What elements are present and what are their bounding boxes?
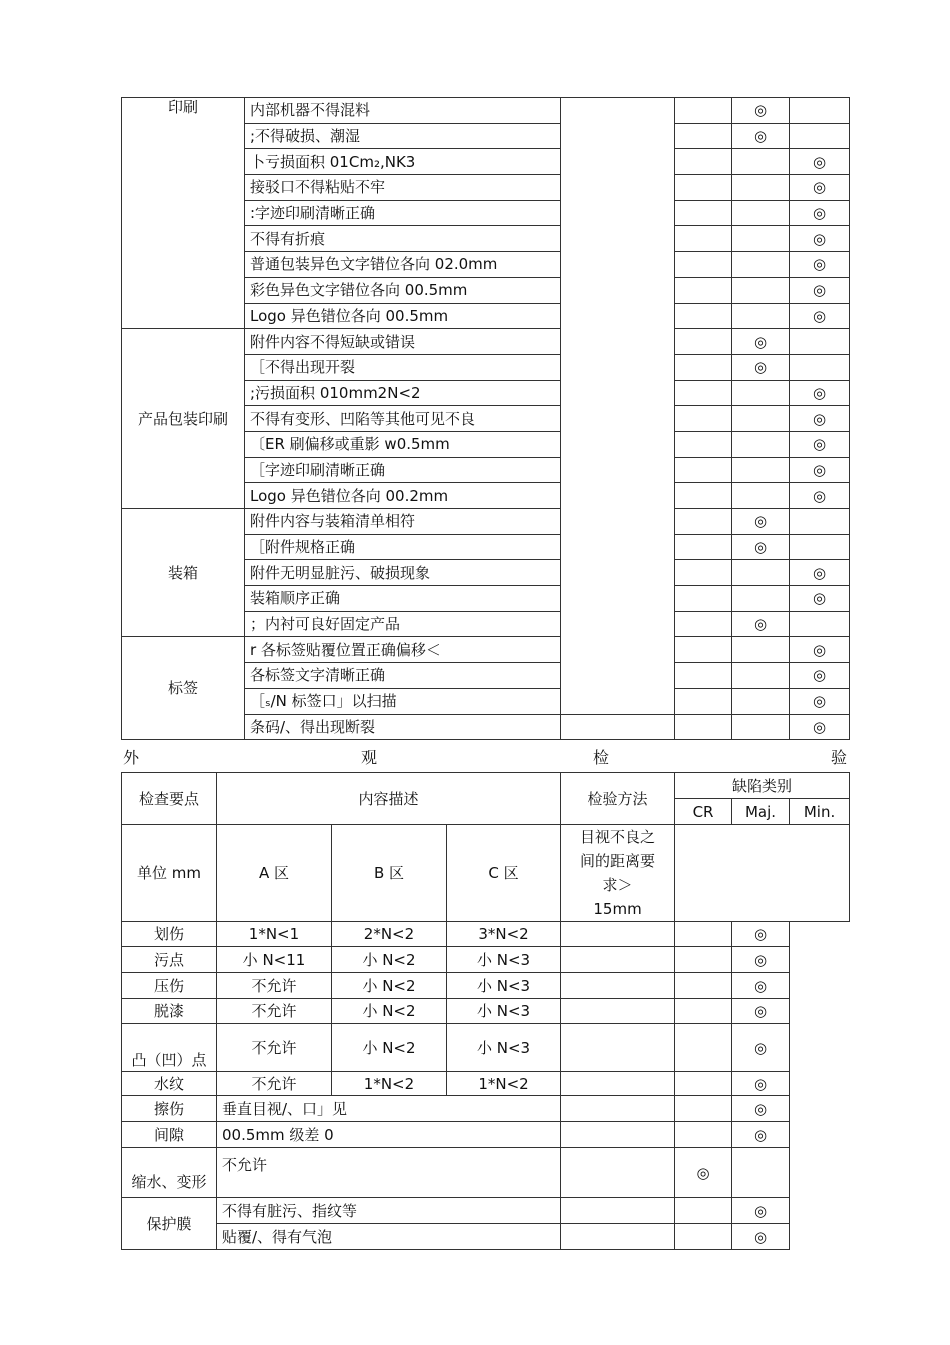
section-name: 产品包装印刷 <box>122 329 245 509</box>
zone-a-value: 不允许 <box>217 1072 332 1096</box>
item-description: ;不得破损、潮湿 <box>245 123 561 149</box>
table-row <box>122 1148 850 1198</box>
zone-b-value: 1*N<2 <box>332 1072 447 1096</box>
item-description: 附件内容与装箱清单相符 <box>245 509 561 535</box>
item-description: 各标签文字清晰正确 <box>245 663 561 689</box>
cr-cell <box>675 586 732 612</box>
min-cell: ◎ <box>790 637 850 663</box>
title-char: 外 <box>123 748 140 767</box>
min-cell <box>732 1148 790 1198</box>
table-row <box>122 509 850 535</box>
cr-cell <box>675 380 732 406</box>
zone-c-value: 小 N<3 <box>447 973 561 999</box>
cr-cell <box>675 637 732 663</box>
item-description: 普通包装异色文字错位各向 02.0mm <box>245 252 561 278</box>
header-check-point: 检查要点 <box>122 773 217 825</box>
min-cell <box>790 354 850 380</box>
cr-cell <box>561 1122 675 1148</box>
title-char: 观 <box>361 748 378 767</box>
zone-b-header: B 区 <box>332 825 447 922</box>
check-point: 擦伤 <box>122 1096 217 1122</box>
min-cell: ◎ <box>790 226 850 252</box>
maj-cell <box>732 252 790 278</box>
maj-cell: ◎ <box>732 329 790 355</box>
maj-cell <box>732 431 790 457</box>
maj-cell <box>732 637 790 663</box>
min-cell: ◎ <box>732 1198 790 1224</box>
table-row <box>122 1096 850 1122</box>
cr-cell <box>675 406 732 432</box>
min-cell: ◎ <box>790 457 850 483</box>
header-method: 检验方法 <box>561 773 675 825</box>
cr-cell <box>675 560 732 586</box>
maj-cell <box>675 922 732 947</box>
cr-cell <box>675 98 732 124</box>
item-description: ；内衬可良好固定产品 <box>245 611 561 637</box>
min-cell: ◎ <box>790 663 850 689</box>
min-cell <box>790 329 850 355</box>
maj-cell <box>732 663 790 689</box>
item-description: 附件无明显脏污、破损现象 <box>245 560 561 586</box>
min-cell: ◎ <box>790 200 850 226</box>
maj-cell <box>675 999 732 1024</box>
item-description: 不得有变形、凹陷等其他可见不良 <box>245 406 561 432</box>
zone-a-value: 不允许 <box>217 973 332 999</box>
zone-c-header: C 区 <box>447 825 561 922</box>
cr-cell <box>675 149 732 175</box>
zone-a-value: 1*N<1 <box>217 922 332 947</box>
table-row <box>122 947 850 973</box>
zone-b-value: 小 N<2 <box>332 973 447 999</box>
zone-b-value: 小 N<2 <box>332 947 447 973</box>
item-description: 〔ER 刷偏移或重影 w0.5mm <box>245 431 561 457</box>
min-cell: ◎ <box>790 303 850 329</box>
maj-cell <box>675 947 732 973</box>
zone-c-value: 小 N<3 <box>447 999 561 1024</box>
check-point: 污点 <box>122 947 217 973</box>
min-cell: ◎ <box>790 175 850 201</box>
min-cell: ◎ <box>790 380 850 406</box>
maj-cell: ◎ <box>732 509 790 535</box>
maj-cell <box>675 1224 732 1250</box>
cr-cell <box>675 509 732 535</box>
cr-cell <box>675 226 732 252</box>
min-cell <box>790 611 850 637</box>
maj-cell <box>675 973 732 999</box>
header-cr: CR <box>675 799 732 825</box>
maj-cell <box>732 457 790 483</box>
item-description: 内部机器不得混料 <box>245 98 561 124</box>
min-cell <box>790 534 850 560</box>
item-description: ［ₛ/N 标签口」以扫描 <box>245 688 561 714</box>
min-cell: ◎ <box>790 688 850 714</box>
cr-cell <box>561 947 675 973</box>
packaging-inspection-table <box>121 97 850 740</box>
header-min: Min. <box>790 799 850 825</box>
method-cell <box>561 714 675 740</box>
cr-cell <box>675 663 732 689</box>
inspection-method <box>561 825 675 922</box>
zone-a-value: 不允许 <box>217 999 332 1024</box>
min-cell: ◎ <box>790 277 850 303</box>
method-line: 目视不良之 <box>580 828 656 846</box>
min-cell: ◎ <box>732 947 790 973</box>
min-cell: ◎ <box>732 999 790 1024</box>
zone-b-value: 小 N<2 <box>332 999 447 1024</box>
header-maj: Maj. <box>732 799 790 825</box>
cr-cell <box>675 200 732 226</box>
item-description: ［附件规格正确 <box>245 534 561 560</box>
cr-cell <box>675 457 732 483</box>
method-line: 间的距离要 <box>580 852 656 870</box>
table-row <box>122 1122 850 1148</box>
maj-cell: ◎ <box>732 123 790 149</box>
check-point: 间隙 <box>122 1122 217 1148</box>
cr-cell <box>561 1096 675 1122</box>
cr-cell <box>675 303 732 329</box>
empty-cell <box>675 825 850 922</box>
zone-unit: 单位 mm <box>122 825 217 922</box>
check-point: 脱漆 <box>122 999 217 1024</box>
cr-cell <box>675 431 732 457</box>
maj-cell <box>732 149 790 175</box>
cr-cell <box>561 1148 675 1198</box>
zone-a-value: 小 N<11 <box>217 947 332 973</box>
table-row <box>122 98 850 124</box>
min-cell: ◎ <box>732 1096 790 1122</box>
item-description: ［字迹印刷清晰正确 <box>245 457 561 483</box>
section-name: 标签 <box>122 637 245 740</box>
min-cell: ◎ <box>790 252 850 278</box>
min-cell: ◎ <box>732 1072 790 1096</box>
maj-cell <box>732 175 790 201</box>
method-line: 求＞ <box>602 876 633 894</box>
cr-cell <box>675 534 732 560</box>
cr-cell <box>561 1198 675 1224</box>
table-row <box>122 637 850 663</box>
cr-cell <box>675 329 732 355</box>
check-point: 缩水、变形 <box>122 1148 217 1198</box>
maj-cell <box>675 1024 732 1072</box>
method-cell <box>561 98 675 715</box>
header-defect-class: 缺陷类别 <box>675 773 850 799</box>
item-description: 卜亏损面积 01Cm₂,NK3 <box>245 149 561 175</box>
maj-cell <box>732 586 790 612</box>
cr-cell <box>675 688 732 714</box>
min-cell: ◎ <box>732 1024 790 1072</box>
table-row <box>122 973 850 999</box>
check-point: 划伤 <box>122 922 217 947</box>
section-name: 印刷 <box>122 98 245 329</box>
appearance-section-title <box>121 745 849 767</box>
maj-cell <box>732 226 790 252</box>
item-description: 条码/、得出现断裂 <box>245 714 561 740</box>
maj-cell <box>675 1122 732 1148</box>
zone-a-header: A 区 <box>217 825 332 922</box>
item-description: Logo 异色错位各向 00.2mm <box>245 483 561 509</box>
maj-cell <box>732 688 790 714</box>
maj-cell <box>675 1096 732 1122</box>
maj-cell <box>675 1072 732 1096</box>
cr-cell <box>675 123 732 149</box>
check-point: 凸（凹）点 <box>122 1024 217 1072</box>
item-description: ;污损面积 010mm2N<2 <box>245 380 561 406</box>
min-cell: ◎ <box>732 1122 790 1148</box>
maj-cell: ◎ <box>732 354 790 380</box>
zone-c-value: 小 N<3 <box>447 1024 561 1072</box>
title-char: 验 <box>831 748 848 767</box>
min-cell: ◎ <box>732 973 790 999</box>
min-cell: ◎ <box>790 149 850 175</box>
min-cell: ◎ <box>790 406 850 432</box>
maj-cell <box>732 277 790 303</box>
content-description: 不允许 <box>217 1148 561 1198</box>
content-description: 垂直目视/、口」见 <box>217 1096 561 1122</box>
maj-cell <box>732 380 790 406</box>
check-point: 保护膜 <box>122 1198 217 1250</box>
cr-cell <box>561 999 675 1024</box>
content-description: 00.5mm 级差 0 <box>217 1122 561 1148</box>
maj-cell: ◎ <box>732 611 790 637</box>
min-cell: ◎ <box>790 714 850 740</box>
maj-cell <box>732 560 790 586</box>
check-point: 水纹 <box>122 1072 217 1096</box>
zone-b-value: 2*N<2 <box>332 922 447 947</box>
table-row <box>122 1198 850 1224</box>
maj-cell <box>732 200 790 226</box>
item-description: ［不得出现开裂 <box>245 354 561 380</box>
cr-cell <box>561 1072 675 1096</box>
zone-c-value: 小 N<3 <box>447 947 561 973</box>
item-description: 装箱顺序正确 <box>245 586 561 612</box>
table-row <box>122 1024 850 1072</box>
maj-cell: ◎ <box>732 534 790 560</box>
maj-cell <box>675 1198 732 1224</box>
cr-cell <box>675 714 732 740</box>
zone-c-value: 1*N<2 <box>447 1072 561 1096</box>
content-description: 贴覆/、得有气泡 <box>217 1224 561 1250</box>
zone-b-value: 小 N<2 <box>332 1024 447 1072</box>
item-description: r 各标签贴覆位置正确偏移＜ <box>245 637 561 663</box>
min-cell: ◎ <box>790 586 850 612</box>
appearance-inspection-table <box>121 772 850 1250</box>
maj-cell <box>732 303 790 329</box>
title-char: 检 <box>593 748 610 767</box>
maj-cell <box>732 714 790 740</box>
table-row <box>122 329 850 355</box>
item-description: 附件内容不得短缺或错误 <box>245 329 561 355</box>
item-description: Logo 异色错位各向 00.5mm <box>245 303 561 329</box>
item-description: 接驳口不得粘贴不牢 <box>245 175 561 201</box>
header-content: 内容描述 <box>217 773 561 825</box>
cr-cell <box>561 922 675 947</box>
min-cell <box>790 98 850 124</box>
method-line: 15mm <box>593 900 642 918</box>
cr-cell <box>561 973 675 999</box>
table-row <box>122 1072 850 1096</box>
maj-cell <box>732 406 790 432</box>
cr-cell <box>561 1024 675 1072</box>
cr-cell <box>675 175 732 201</box>
min-cell: ◎ <box>790 431 850 457</box>
table-row <box>122 922 850 947</box>
table-row <box>122 1224 850 1250</box>
item-description: :字迹印刷清晰正确 <box>245 200 561 226</box>
min-cell: ◎ <box>790 483 850 509</box>
min-cell <box>790 509 850 535</box>
cr-cell <box>561 1224 675 1250</box>
zone-a-value: 不允许 <box>217 1024 332 1072</box>
min-cell: ◎ <box>732 1224 790 1250</box>
check-point: 压伤 <box>122 973 217 999</box>
cr-cell <box>675 611 732 637</box>
item-description: 不得有折痕 <box>245 226 561 252</box>
maj-cell: ◎ <box>675 1148 732 1198</box>
zone-c-value: 3*N<2 <box>447 922 561 947</box>
table-row <box>122 999 850 1024</box>
maj-cell <box>732 483 790 509</box>
cr-cell <box>675 354 732 380</box>
section-name: 装箱 <box>122 509 245 637</box>
cr-cell <box>675 252 732 278</box>
min-cell: ◎ <box>732 922 790 947</box>
cr-cell <box>675 483 732 509</box>
min-cell: ◎ <box>790 560 850 586</box>
min-cell <box>790 123 850 149</box>
cr-cell <box>675 277 732 303</box>
item-description: 彩色异色文字错位各向 00.5mm <box>245 277 561 303</box>
content-description: 不得有脏污、指纹等 <box>217 1198 561 1224</box>
maj-cell: ◎ <box>732 98 790 124</box>
